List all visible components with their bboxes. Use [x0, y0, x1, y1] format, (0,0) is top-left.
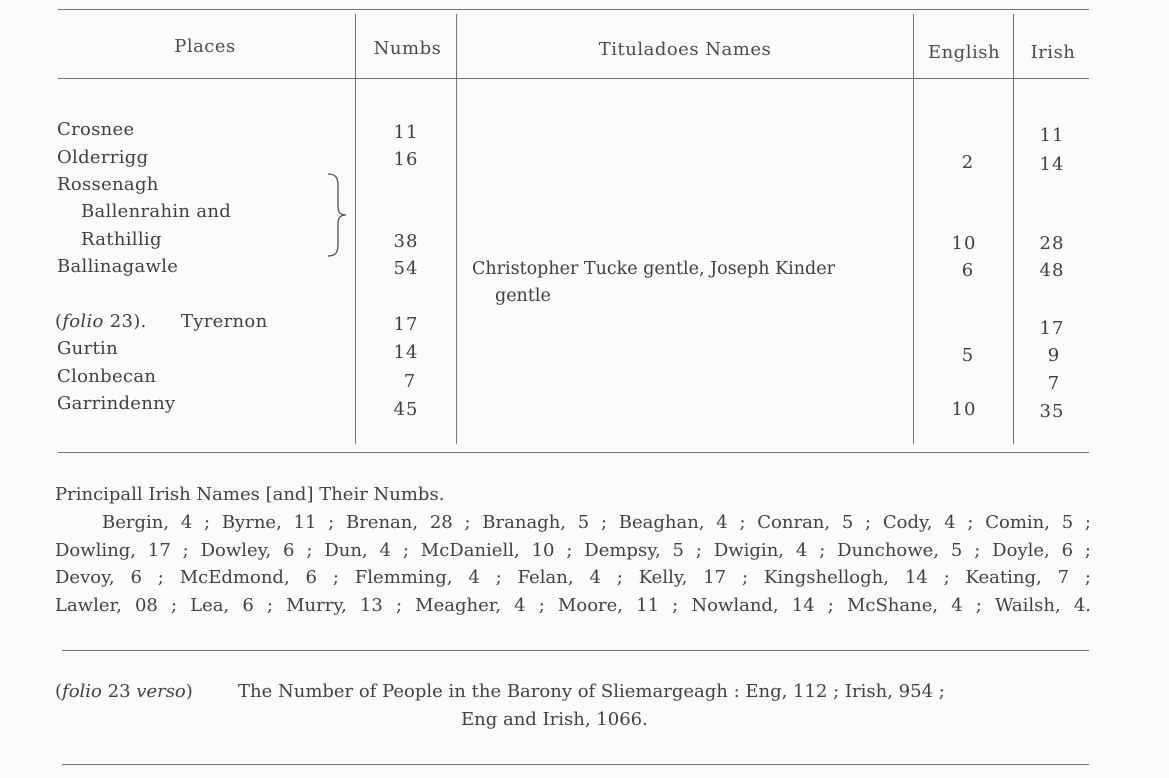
place-gurtin: Gurtin [57, 338, 118, 359]
irish-clonbecan: 7 [1047, 373, 1061, 394]
folio-note [55, 311, 147, 332]
tituladoes-line-2: gentle [495, 286, 551, 306]
irish-ballinagawle: 48 [1039, 260, 1065, 281]
header-bottom-rule [58, 78, 1089, 79]
tituladoes-line-1: Christopher Tucke gentle, Joseph Kinder [472, 259, 835, 279]
footer-text-2: Eng and Irish, 1066. [461, 709, 648, 730]
place-rossenagh: Rossenagh [57, 174, 159, 195]
col-divider-english [1013, 14, 1014, 444]
footer-bottom-rule [62, 764, 1089, 765]
principal-line-2: Dowling, 17 ; Dowley, 6 ; Dun, 4 ; McDaniell, 10 ; Dempsy, 5 ; Dwigin, 4 ; Dunchowe, 5 ; Doyle, 6 ; [55, 539, 1091, 561]
footer-top-rule [62, 650, 1089, 651]
header-english: English [927, 42, 1001, 63]
irish-garrindenny: 35 [1039, 401, 1065, 422]
english-olderrigg: 2 [961, 152, 975, 173]
place-rathillig: Rathillig [81, 229, 162, 250]
place-ballenrahin: Ballenrahin and [81, 201, 232, 222]
footer-folio-open: ( [55, 681, 63, 702]
principal-line-1: Bergin, 4 ; Byrne, 11 ; Brenan, 28 ; Branagh, 5 ; Beaghan, 4 ; Conran, 5 ; Cody, 4 ; Comin, 5 ; [102, 512, 1091, 533]
english-ballinagawle: 6 [961, 260, 975, 281]
footer-line-1 [55, 678, 193, 706]
numbs-rathillig: 38 [393, 231, 419, 252]
irish-tyrernon: 17 [1039, 318, 1065, 339]
header-places: Places [174, 36, 236, 57]
numbs-ballinagawle: 54 [393, 258, 419, 279]
english-gurtin: 5 [961, 345, 975, 366]
english-rathillig: 10 [951, 233, 977, 254]
irish-rathillig: 28 [1039, 233, 1065, 254]
english-garrindenny: 10 [951, 399, 977, 420]
folio-note-open: ( [55, 311, 63, 332]
footer-text-1: The Number of People in the Barony of Sliemargeagh : Eng, 112 ; Irish, 954 ; [238, 681, 945, 702]
place-tyrernon: Tyrernon [181, 311, 268, 332]
numbs-clonbecan: 7 [403, 371, 417, 392]
numbs-tyrernon: 17 [393, 314, 419, 335]
folio-note-italic: folio [62, 311, 104, 332]
table-bottom-rule [58, 452, 1089, 453]
numbs-crosnee: 11 [393, 122, 419, 143]
irish-olderrigg: 14 [1039, 154, 1065, 175]
footer-folio-verso: verso [136, 681, 186, 702]
numbs-olderrigg: 16 [393, 149, 419, 170]
principal-line-4: Lawler, 08 ; Lea, 6 ; Murry, 13 ; Meagher, 4 ; Moore, 11 ; Nowland, 14 ; McShane, 4 ; Wailsh, 4. [55, 594, 1091, 616]
footer-folio-num: 23 [107, 681, 131, 702]
footer-folio-italic: folio [62, 681, 102, 702]
principal-names [55, 509, 1091, 619]
col-divider-numbs [456, 14, 457, 444]
place-garrindenny: Garrindenny [57, 393, 176, 414]
brace-icon [324, 172, 350, 258]
header-numbs: Numbs [373, 38, 442, 59]
footer-folio-close: ) [185, 681, 193, 702]
table-top-rule [58, 9, 1089, 10]
header-tituladoes: Tituladoes Names [598, 39, 772, 60]
col-divider-tituladoes [913, 14, 914, 444]
folio-note-number: 23). [109, 311, 147, 332]
place-olderrigg: Olderrigg [57, 147, 149, 168]
place-crosnee: Crosnee [57, 119, 135, 140]
numbs-garrindenny: 45 [393, 399, 419, 420]
col-divider-places [355, 14, 356, 444]
place-clonbecan: Clonbecan [57, 366, 157, 387]
header-irish: Irish [1030, 42, 1076, 63]
principal-heading: Principall Irish Names [and] Their Numbs. [55, 484, 445, 505]
numbs-gurtin: 14 [393, 342, 419, 363]
irish-crosnee: 11 [1039, 125, 1065, 146]
principal-line-3: Devoy, 6 ; McEdmond, 6 ; Flemming, 4 ; Felan, 4 ; Kelly, 17 ; Kingshellogh, 14 ; Keating, 7 ; [55, 567, 1091, 588]
irish-gurtin: 9 [1047, 345, 1061, 366]
place-ballinagawle: Ballinagawle [57, 256, 179, 277]
